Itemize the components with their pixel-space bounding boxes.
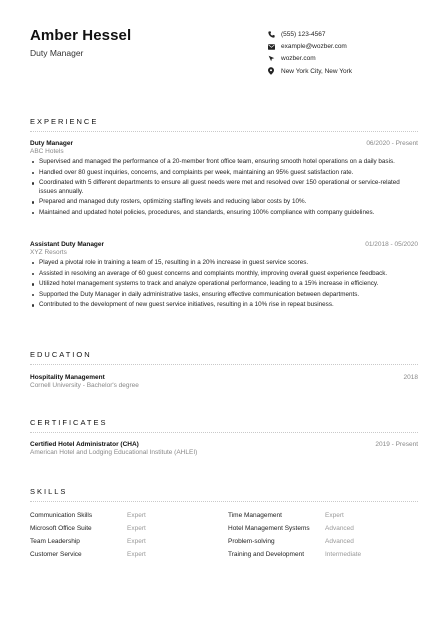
skill-level: Expert (127, 537, 146, 545)
skill-level: Expert (325, 511, 344, 519)
certificate-dates: 2019 - Present (375, 441, 418, 448)
list-item: Supported the Duty Manager in daily administrative tasks, ensuring effective communication between departments. (30, 291, 418, 300)
section-title-education: EDUCATION (30, 350, 92, 359)
skill-level: Expert (127, 550, 146, 558)
mail-icon (268, 44, 281, 50)
skill-row (30, 509, 420, 522)
contact-phone-text: (555) 123-4567 (281, 30, 326, 38)
education-section-header (30, 350, 418, 365)
phone-icon (268, 31, 281, 38)
job-bullets (30, 158, 418, 218)
skill-row (30, 535, 420, 548)
job-company: ABC Hotels (30, 148, 64, 155)
skill-level: Advanced (325, 524, 354, 532)
skill-name: Time Management (228, 511, 282, 519)
list-item: Utilized hotel management systems to track and analyze operational performance, leading to a 15% increase in efficiency. (30, 280, 418, 289)
list-item: Contributed to the development of new guest service initiatives, resulting in a 10% rise in repeat business. (30, 301, 418, 310)
section-divider (30, 364, 418, 365)
skill-level: Intermediate (325, 550, 362, 558)
contact-block (268, 28, 433, 78)
job-position: Duty Manager (30, 140, 73, 147)
job-dates: 01/2018 - 05/2020 (365, 241, 418, 248)
job-position: Assistant Duty Manager (30, 241, 105, 248)
section-divider (30, 131, 418, 132)
education-degree: Hospitality Management (30, 374, 105, 381)
contact-website (268, 53, 433, 65)
experience-section-header (30, 117, 418, 132)
skill-row (30, 548, 420, 561)
candidate-name: Amber Hessel (30, 27, 132, 44)
skill-name: Team Leadership (30, 537, 80, 545)
contact-phone (268, 28, 433, 40)
education-school: Cornell University - Bachelor's degree (30, 382, 139, 389)
certificates-section-header (30, 418, 418, 433)
job-dates: 06/2020 - Present (366, 140, 418, 147)
list-item: Maintained and updated hotel policies, procedures, and standards, ensuring 100% compliance with company guidelines. (30, 209, 418, 218)
contact-location-text: New York City, New York (281, 67, 353, 75)
skill-name: Problem-solving (228, 537, 275, 545)
skill-name: Microsoft Office Suite (30, 524, 92, 532)
list-item: Assisted in resolving an average of 60 guest concerns and complaints monthly, improving overall guest experience feedback. (30, 270, 418, 279)
list-item: Prepared and managed duty rosters, optimizing staffing levels and reducing labor costs by 10%. (30, 198, 418, 207)
skill-name: Communication Skills (30, 511, 93, 519)
skill-level: Advanced (325, 537, 354, 545)
certificate-entry (30, 441, 418, 456)
list-item: Supervised and managed the performance of a 20-member front office team, ensuring smooth hotel operations on a daily basis. (30, 158, 418, 167)
job-entry (30, 140, 418, 220)
section-title-certificates: CERTIFICATES (30, 418, 108, 427)
list-item: Handled over 80 guest inquiries, concerns, and complaints per week, maintaining an 95% guest satisfaction rate. (30, 169, 418, 178)
contact-location (268, 65, 433, 77)
section-divider (30, 501, 418, 502)
certificate-name: Certified Hotel Administrator (CHA) (30, 441, 139, 448)
section-title-skills: SKILLS (30, 487, 68, 496)
list-item: Played a pivotal role in training a team of 15, resulting in a 20% increase in guest service scores. (30, 259, 418, 268)
skill-level: Expert (127, 511, 146, 519)
contact-email-text[interactable]: example@wozber.com (281, 43, 347, 51)
section-divider (30, 432, 418, 433)
job-bullets (30, 259, 418, 310)
certificate-issuer: American Hotel and Lodging Educational Institute (AHLEI) (30, 449, 198, 456)
link-icon (268, 55, 281, 62)
contact-email (268, 40, 433, 52)
skills-grid (30, 509, 420, 561)
skill-name: Customer Service (30, 550, 82, 558)
skill-level: Expert (127, 524, 146, 532)
education-entry (30, 374, 418, 389)
education-year: 2018 (403, 374, 418, 381)
section-title-experience: EXPERIENCE (30, 117, 99, 126)
job-company: XYZ Resorts (30, 249, 67, 256)
skill-row (30, 522, 420, 535)
location-pin-icon (268, 67, 281, 75)
skill-name: Training and Development (228, 550, 304, 558)
list-item: Coordinated with 5 different departments to ensure all guest needs were met and resolved over 150 operational or service-related issues annually. (30, 179, 418, 196)
job-entry (30, 241, 418, 312)
skills-section-header (30, 487, 418, 502)
candidate-title: Duty Manager (30, 48, 84, 58)
contact-website-text[interactable]: wozber.com (281, 55, 316, 63)
skill-name: Hotel Management Systems (228, 524, 310, 532)
